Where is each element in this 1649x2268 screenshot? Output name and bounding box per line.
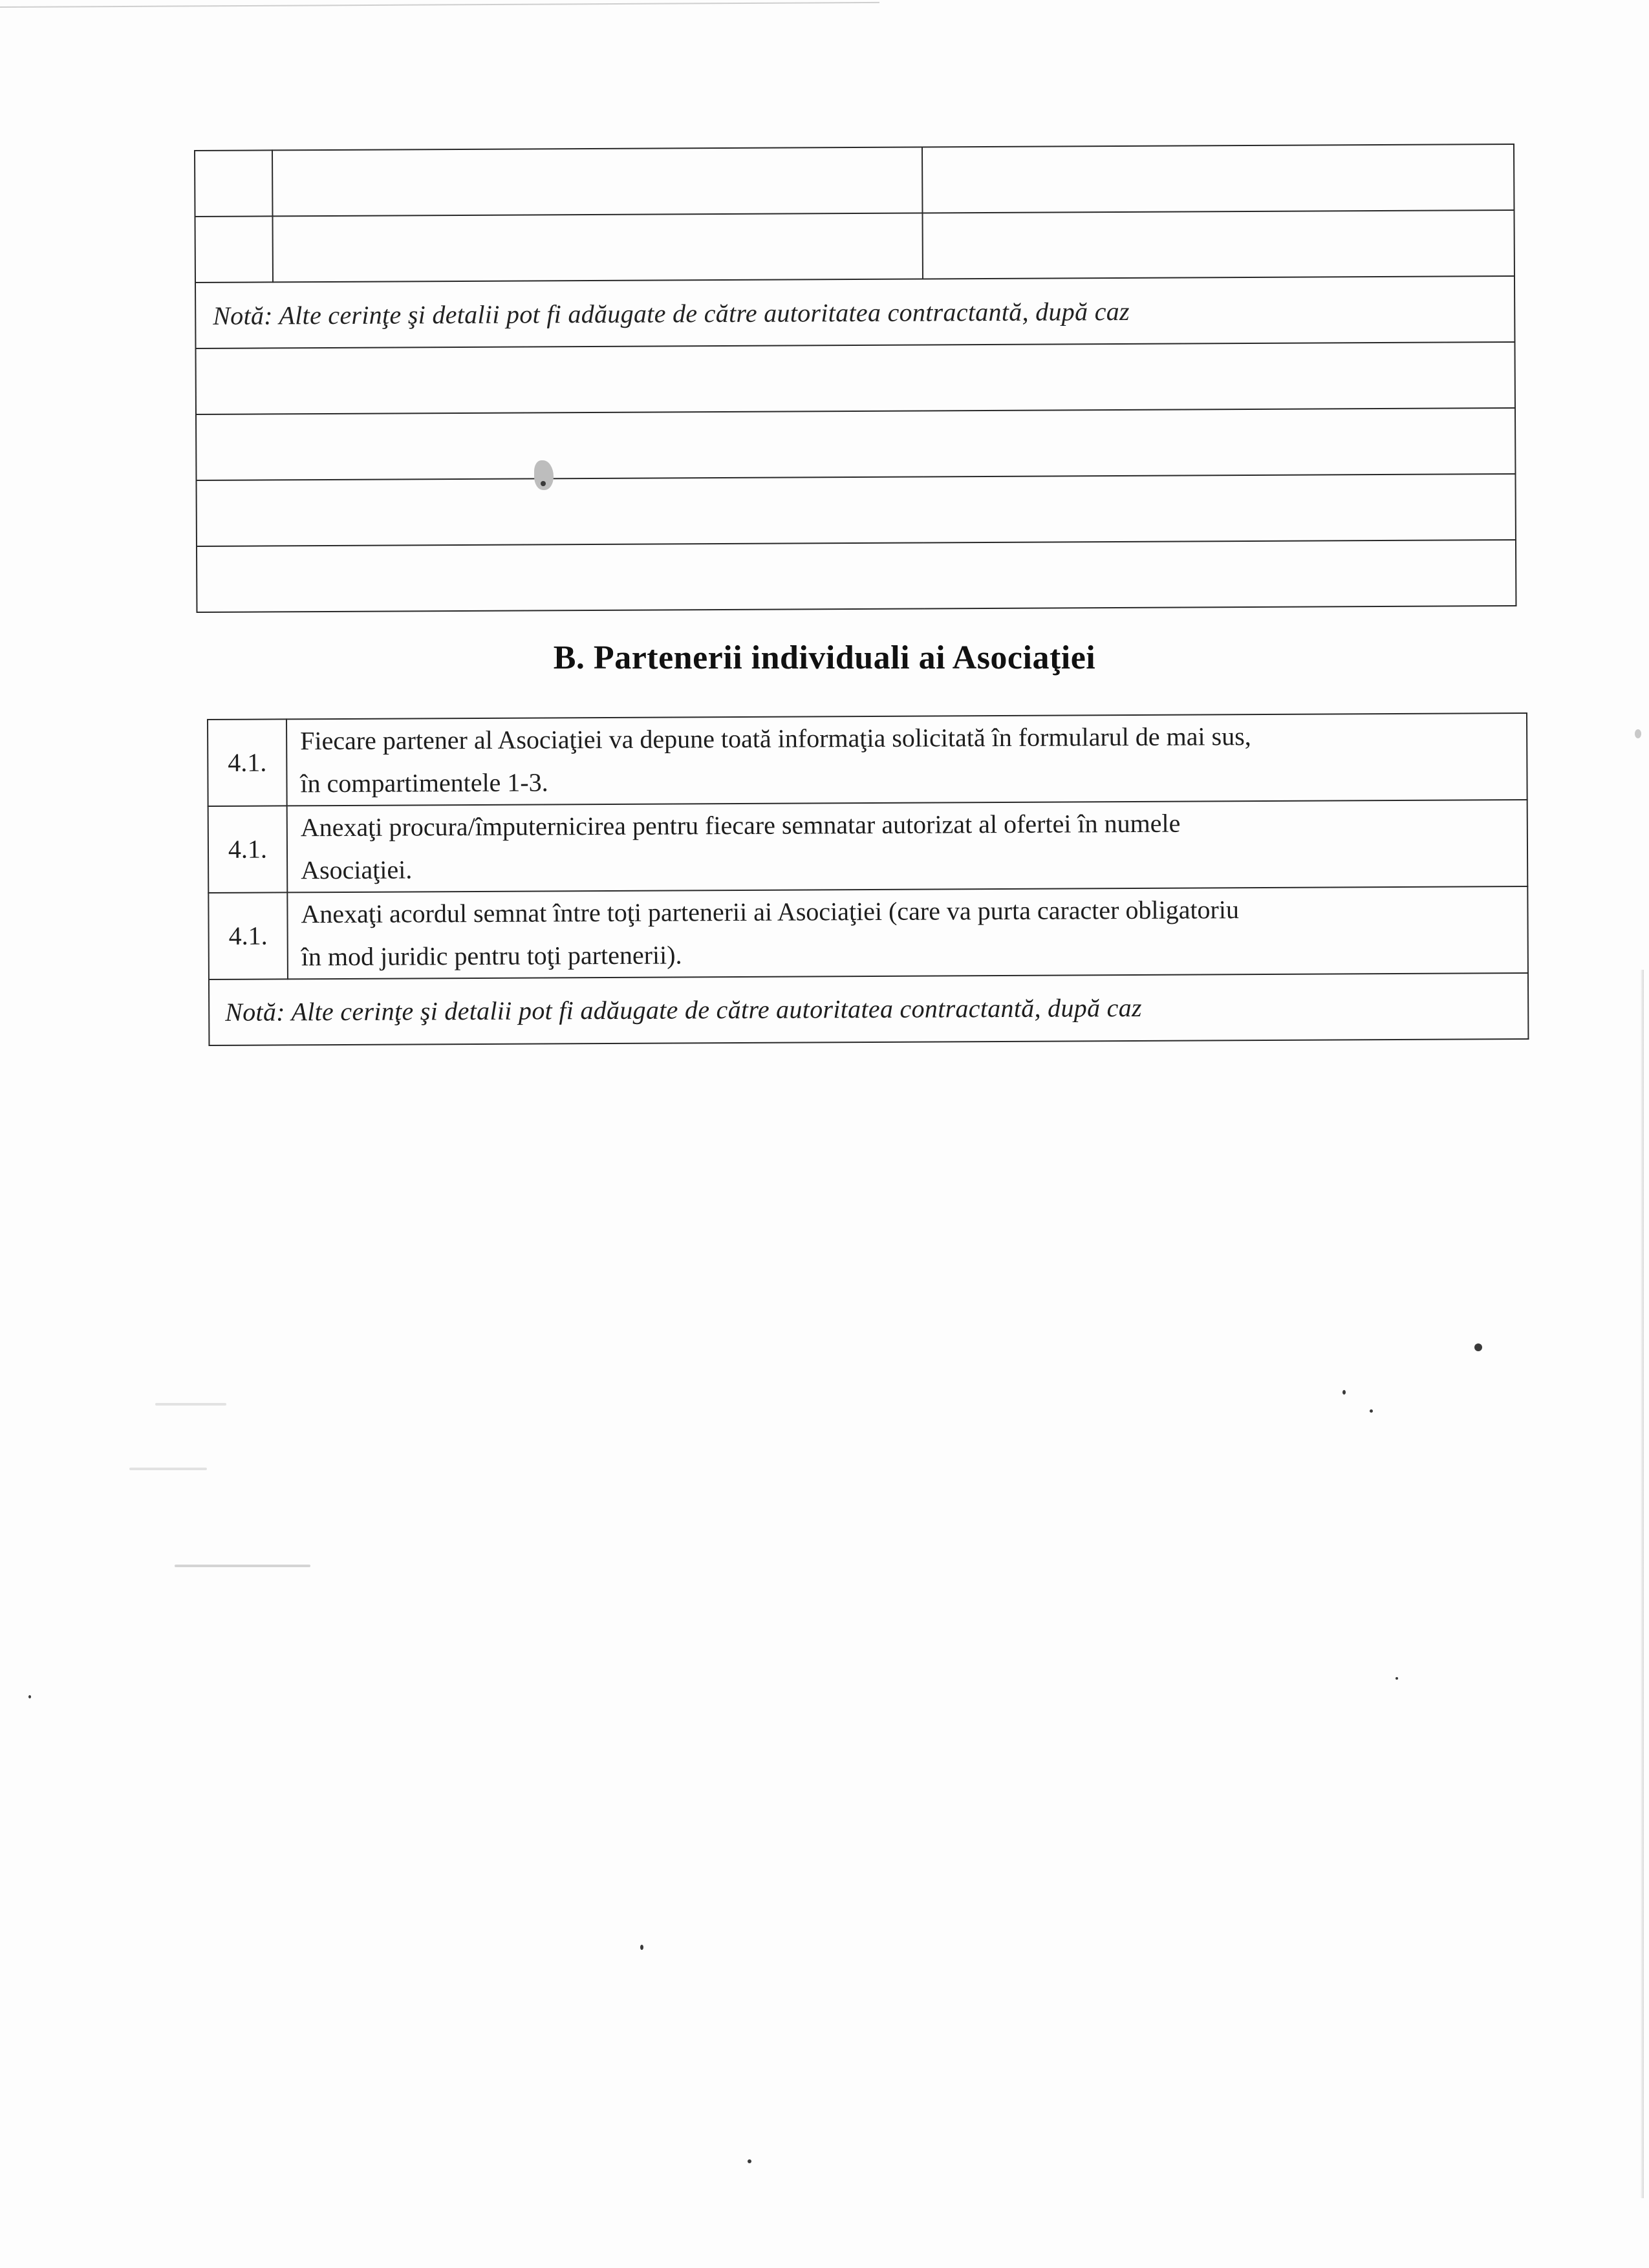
note-text: Notă: Alte cerinţe şi detalii pot fi adăugate de către autoritatea contractantă, după caz	[209, 973, 1528, 1045]
row-text-line: Anexaţi acordul semnat între toţi partenerii ai Asociaţiei (care va purta caracter obligatoriu	[301, 895, 1240, 929]
scan-speck	[1342, 1390, 1346, 1395]
row-number: 4.1.	[208, 892, 288, 979]
table-row	[208, 713, 1527, 806]
table-cell	[922, 210, 1514, 279]
scan-speck	[28, 1695, 31, 1698]
scan-speck	[155, 1403, 226, 1406]
row-number: 4.1.	[208, 719, 287, 806]
table-row	[208, 886, 1528, 979]
row-text-line: Asociaţiei.	[301, 855, 413, 885]
scan-edge-line	[0, 2, 879, 8]
scan-speck	[1474, 1343, 1482, 1351]
scan-speck	[175, 1565, 310, 1567]
requirements-table-a	[194, 144, 1516, 613]
row-text-line: Anexaţi procura/împuternicirea pentru fiecare semnatar autorizat al ofertei în numele	[300, 808, 1181, 842]
table-row	[195, 144, 1514, 217]
note-text: Notă: Alte cerinţe şi detalii pot fi adăugate de către autoritatea contractantă, după caz	[195, 276, 1514, 348]
row-text	[287, 886, 1528, 979]
row-number: 4.1.	[208, 806, 288, 893]
table-cell	[272, 147, 922, 216]
table-cell	[195, 216, 273, 283]
row-text	[287, 800, 1528, 892]
scan-speck	[129, 1468, 207, 1470]
scan-speck	[1396, 1677, 1398, 1680]
row-text-line: în mod juridic pentru toţi partenerii).	[301, 940, 682, 972]
row-text-line: în compartimentele 1-3.	[300, 767, 548, 798]
scan-speck	[640, 1945, 643, 1950]
table-cell	[196, 474, 1515, 546]
table-cell	[196, 408, 1515, 480]
table-row	[208, 800, 1528, 893]
scan-speck	[748, 2159, 751, 2163]
scan-speck	[1635, 729, 1641, 738]
partners-table	[207, 712, 1529, 1046]
table-cell	[922, 144, 1514, 213]
section-title: B. Partenerii individuali ai Asociaţiei	[553, 639, 1096, 676]
row-text-line: Fiecare partener al Asociaţiei va depune toată informaţia solicitată în formularul de mai sus,	[300, 722, 1251, 756]
row-text	[286, 713, 1527, 806]
table-row	[196, 408, 1515, 480]
scan-right-shadow	[1640, 970, 1644, 2198]
scan-speck	[541, 481, 546, 486]
table-row	[197, 540, 1516, 612]
scan-speck	[1370, 1409, 1373, 1413]
table-cell	[195, 150, 272, 217]
table-cell	[197, 540, 1516, 612]
table-row	[196, 474, 1515, 546]
table-cell	[196, 342, 1515, 414]
table-row	[195, 276, 1514, 348]
table-cell	[273, 213, 923, 282]
table-row	[195, 210, 1514, 283]
table-row	[196, 342, 1515, 414]
table-row	[209, 973, 1528, 1045]
